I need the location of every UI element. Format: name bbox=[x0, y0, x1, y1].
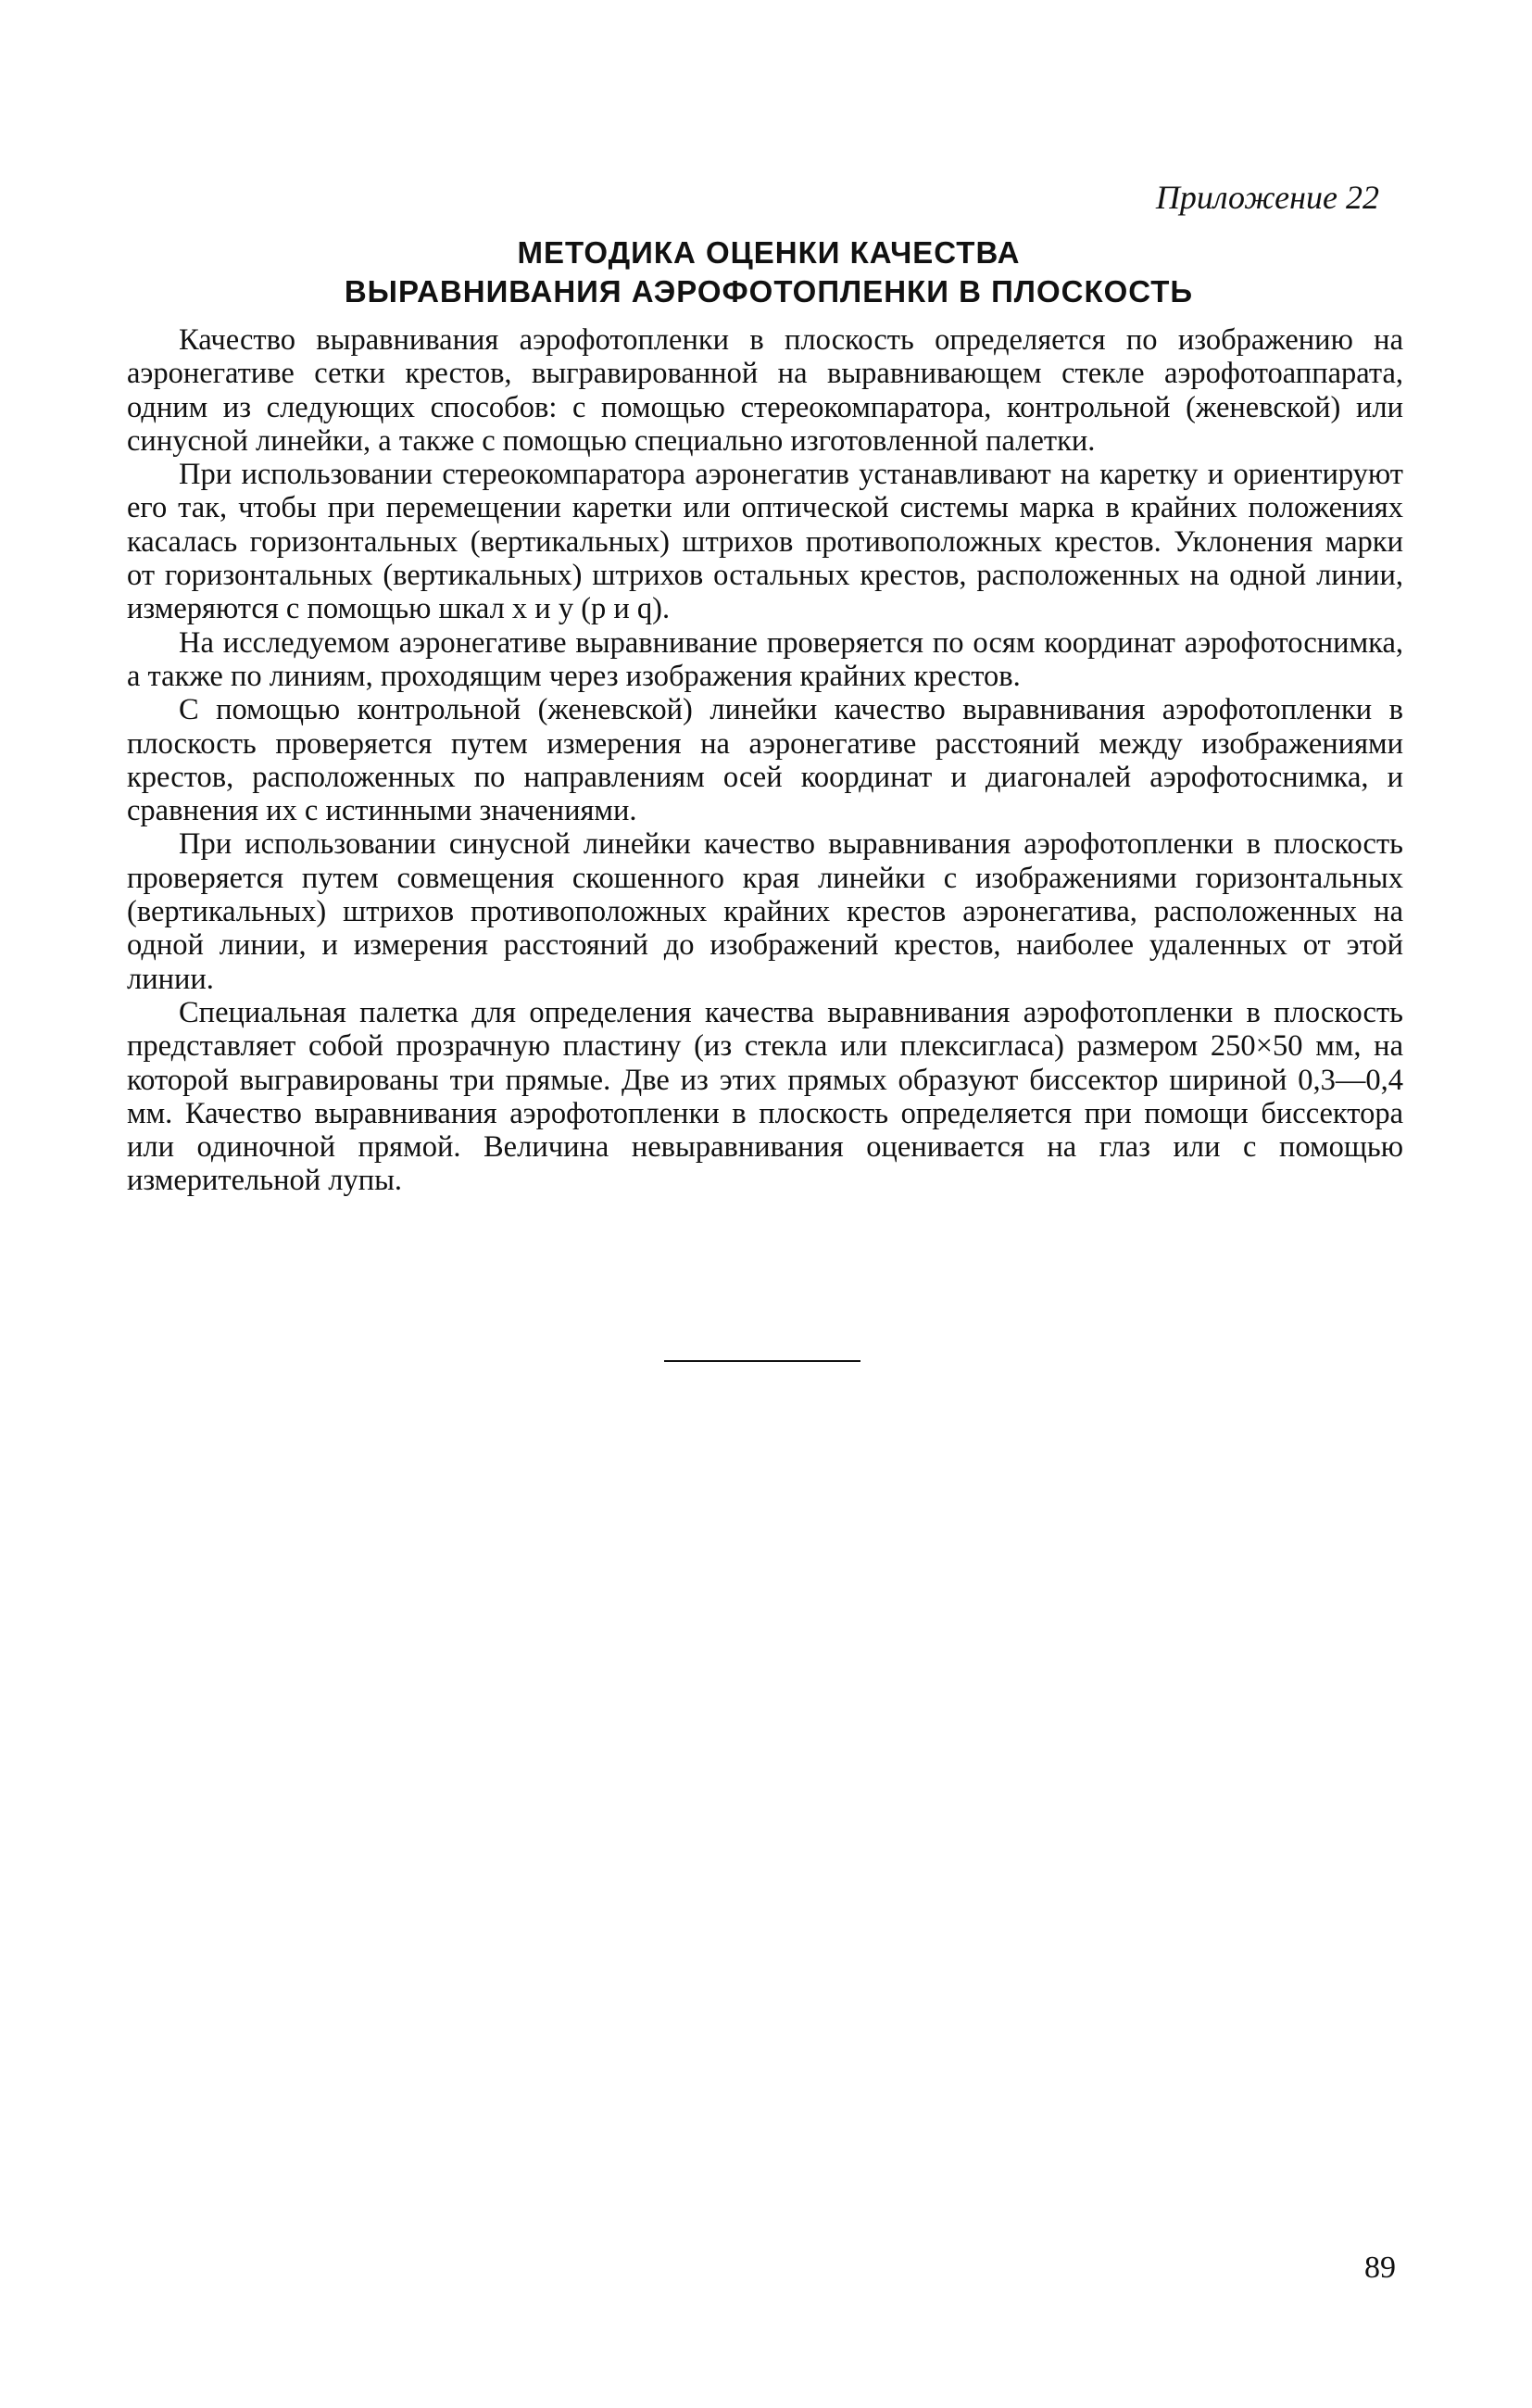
title-line-1: МЕТОДИКА ОЦЕНКИ КАЧЕСТВА bbox=[517, 235, 1021, 270]
page-title bbox=[167, 233, 1371, 311]
paragraph-4: С помощью контрольной (женевской) линейки качество выравнивания аэрофотопленки в плоскость проверяется путем измерения на аэронегативе расстояний между изображениями крестов, расположенных по направлениям осей координат и диагоналей аэрофотоснимка, и сравнения их с истинными значениями. bbox=[127, 693, 1403, 828]
title-line-2: ВЫРАВНИВАНИЯ АЭРОФОТОПЛЕНКИ В ПЛОСКОСТЬ bbox=[344, 274, 1194, 309]
appendix-label: Приложение 22 bbox=[1155, 179, 1379, 216]
paragraph-3: На исследуемом аэронегативе выравнивание проверяется по осям координат аэрофотоснимка, а также по линиям, проходящим через изображения крайних крестов. bbox=[127, 625, 1403, 693]
paragraph-6: Специальная палетка для определения качества выравнивания аэрофотопленки в плоскость представляет собой прозрачную пластину (из стекла или плексигласа) размером 250×50 мм, на которой выгравированы три прямые. Две из этих прямых образуют биссектор шириной 0,3—0,4 мм. Качество выравнивания аэрофотопленки в плоскость определяется при помощи биссектора или одиночной прямой. Величина невыравнивания оценивается на глаз или с помощью измерительной лупы. bbox=[127, 995, 1403, 1198]
paragraph-5: При использовании синусной линейки качество выравнивания аэрофотопленки в плоскость проверяется путем совмещения скошенного края линейки с изображениями горизонтальных (вертикальных) штрихов противоположных крайних крестов аэронегатива, расположенных на одной линии, и измерения расстояний до изображений крестов, наиболее удаленных от этой линии. bbox=[127, 827, 1403, 996]
page-number: 89 bbox=[1364, 2250, 1396, 2285]
paragraph-1: Качество выравнивания аэрофотопленки в плоскость определяется по изображению на аэронегативе сетки крестов, выгравированной на выравнивающем стекле аэрофотоаппарата, одним из следующих способов: с помощью стереокомпаратора, контрольной (женевской) или синусной линейки, а также с помощью специально изготовленной палетки. bbox=[127, 323, 1403, 458]
body-text bbox=[127, 323, 1403, 1198]
end-divider bbox=[664, 1360, 860, 1362]
paragraph-2: При использовании стереокомпаратора аэронегатив устанавливают на каретку и ориентируют его так, чтобы при перемещении каретки или оптической системы марка в крайних положениях касалась горизонтальных (вертикальных) штрихов противоположных крестов. Уклонения марки от горизонтальных (вертикальных) штрихов остальных крестов, расположенных на одной линии, измеряются с помощью шкал x и y (p и q). bbox=[127, 458, 1403, 626]
